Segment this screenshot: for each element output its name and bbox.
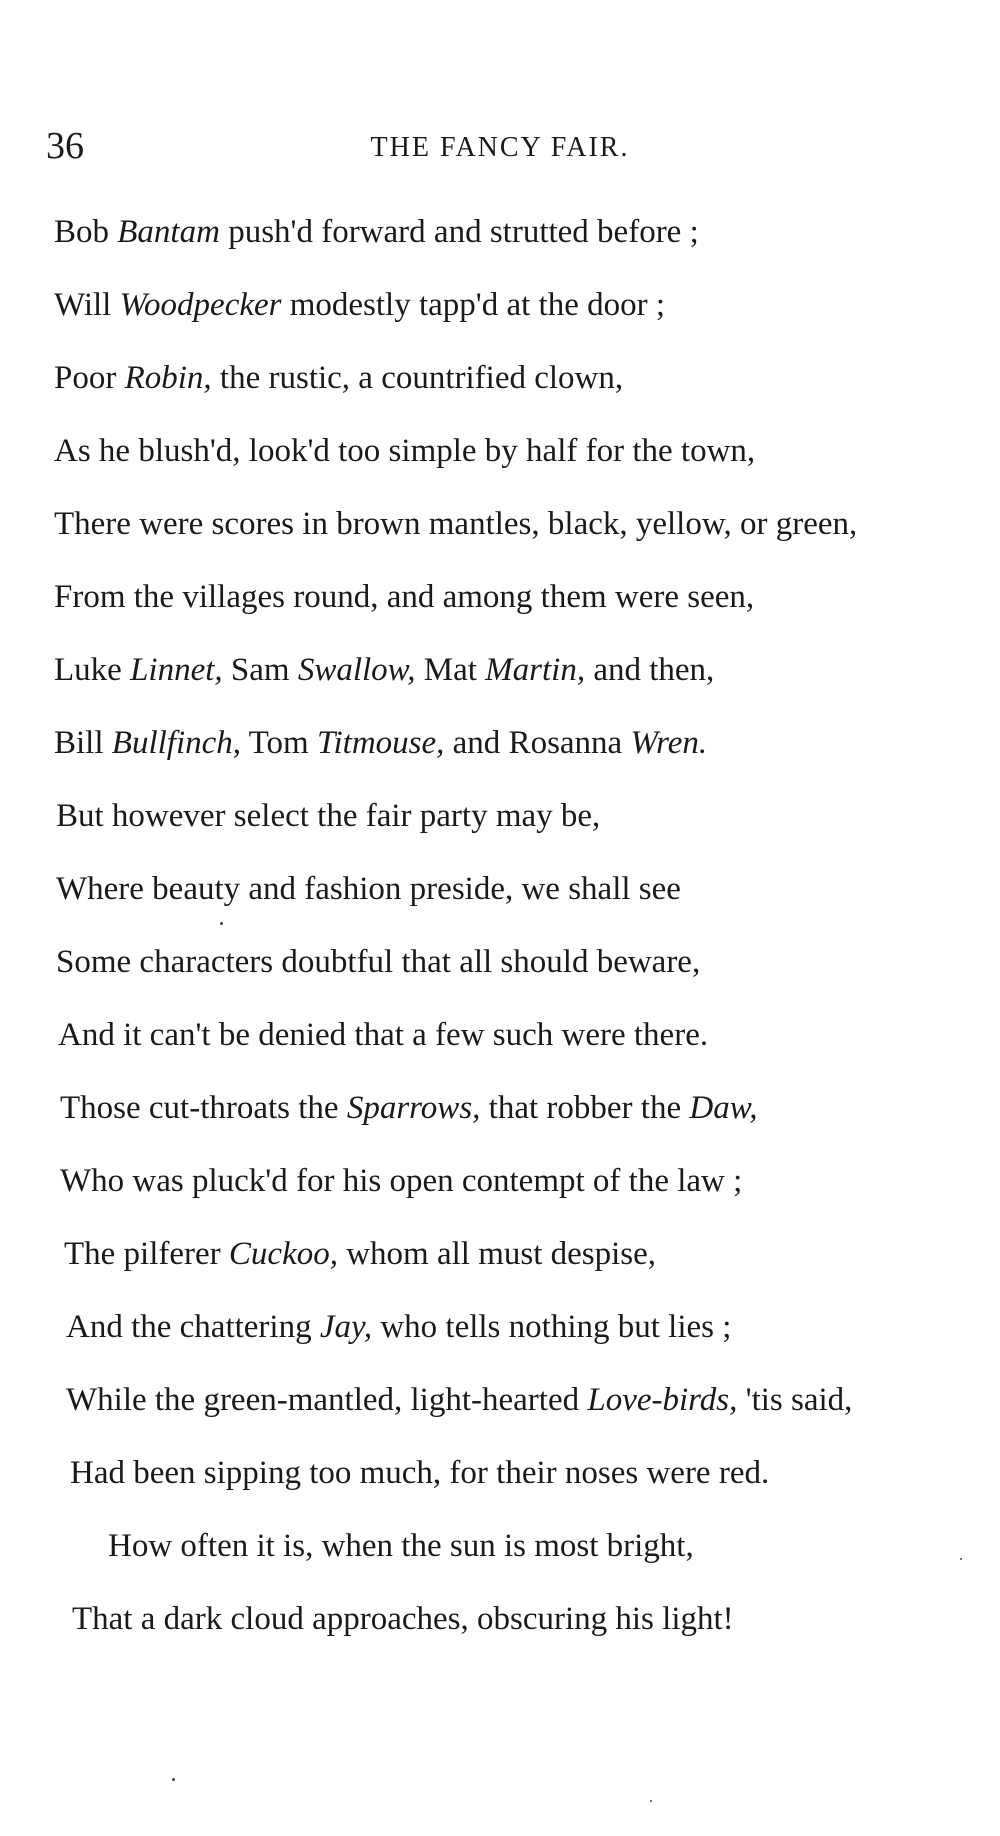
line-text: Will — [54, 287, 120, 323]
line-text: Some characters doubtful that all should beware, — [56, 944, 701, 980]
poem-line — [54, 431, 755, 471]
poem-line — [54, 504, 857, 544]
print-speck — [220, 922, 223, 925]
page-number: 36 — [46, 125, 84, 167]
line-text: Bill — [54, 725, 112, 761]
poem-line — [66, 1380, 852, 1420]
line-text: whom all must despise, — [337, 1236, 657, 1272]
line-text: who tells nothing but lies ; — [372, 1309, 732, 1345]
poem-line — [54, 650, 714, 690]
poem-line — [54, 723, 707, 763]
line-text: Bob — [54, 214, 118, 250]
poem-line — [108, 1526, 694, 1566]
line-text: There were scores in brown mantles, black, yellow, or green, — [54, 506, 858, 542]
italic-name: Cuckoo, — [228, 1236, 338, 1272]
running-title: THE FANCY FAIR. — [370, 132, 630, 163]
line-text: As he blush'd, look'd too simple by half for the town, — [54, 433, 756, 469]
poem-line — [72, 1599, 734, 1639]
line-text: push'd forward and strutted before ; — [219, 214, 699, 250]
poem-line — [58, 1015, 708, 1055]
poem-line — [56, 869, 681, 909]
italic-name: Jay, — [319, 1309, 373, 1345]
italic-name: Sparrows, — [346, 1090, 481, 1126]
line-text: Had been sipping too much, for their noses were red. — [70, 1455, 770, 1491]
line-text: the rustic, a countrified clown, — [211, 360, 624, 396]
italic-name: Linnet, — [130, 652, 223, 688]
italic-name: Bantam — [117, 214, 220, 250]
poem-line — [66, 1307, 731, 1347]
poem-line — [60, 1161, 742, 1201]
italic-name: Daw, — [689, 1090, 758, 1126]
line-text: and Rosanna — [444, 725, 631, 761]
poem-line — [56, 942, 700, 982]
line-text: Where beauty and fashion preside, we shall see — [56, 871, 681, 907]
poem-line — [56, 796, 600, 836]
italic-name: Woodpecker — [119, 287, 282, 323]
line-text: Sam — [222, 652, 298, 688]
line-text: And the chattering — [66, 1309, 320, 1345]
line-text: and then, — [585, 652, 715, 688]
line-text: The pilferer — [64, 1236, 229, 1272]
italic-name: Robin, — [124, 360, 212, 396]
print-speck — [172, 1778, 175, 1781]
poem-line — [70, 1453, 769, 1493]
italic-name: Martin, — [485, 652, 586, 688]
line-text: That a dark cloud approaches, obscuring his light! — [72, 1601, 734, 1637]
line-text: While the green-mantled, light-hearted — [66, 1382, 588, 1418]
poem-line — [60, 1088, 758, 1128]
line-text: Mat — [415, 652, 486, 688]
print-speck — [650, 1800, 652, 1802]
italic-name: Bullfinch, — [111, 725, 242, 761]
print-speck — [960, 1558, 962, 1560]
line-text: Luke — [54, 652, 131, 688]
line-text: But however select the fair party may be, — [56, 798, 601, 834]
italic-name: Titmouse, — [316, 725, 445, 761]
poem-line — [54, 358, 623, 398]
line-text: Those cut-throats the — [60, 1090, 347, 1126]
line-text: And it can't be denied that a few such were there. — [58, 1017, 709, 1053]
poem-line — [54, 285, 665, 325]
line-text: that robber the — [480, 1090, 690, 1126]
line-text: Who was pluck'd for his open contempt of the law ; — [60, 1163, 743, 1199]
poem-line — [64, 1234, 656, 1274]
italic-name: Swallow, — [297, 652, 416, 688]
italic-name: Love-birds, — [587, 1382, 738, 1418]
poem-line — [54, 577, 754, 617]
line-text: How often it is, when the sun is most bright, — [108, 1528, 694, 1564]
line-text: Tom — [241, 725, 317, 761]
line-text: modestly tapp'd at the door ; — [281, 287, 666, 323]
poem-line — [54, 212, 699, 252]
line-text: From the villages round, and among them were seen, — [54, 579, 755, 615]
italic-name: Wren. — [630, 725, 708, 761]
line-text: 'tis said, — [737, 1382, 853, 1418]
line-text: Poor — [54, 360, 125, 396]
